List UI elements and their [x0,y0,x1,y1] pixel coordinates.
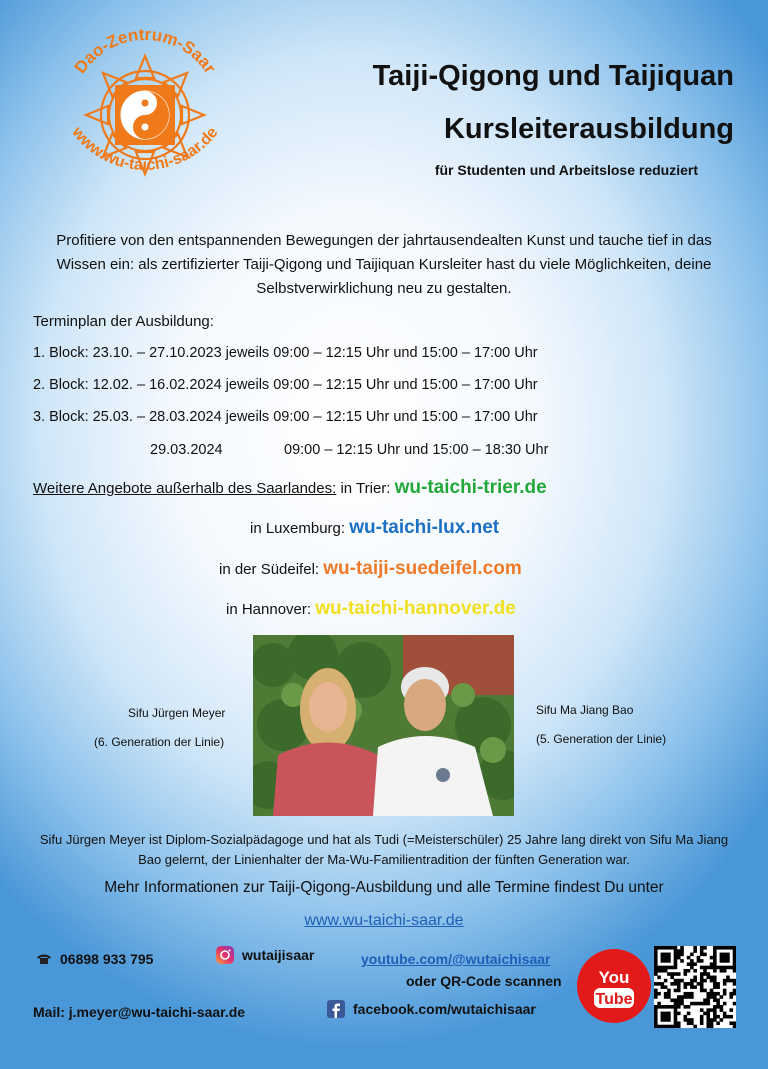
offer-trier-prefix: in Trier: [340,480,391,497]
instagram-handle[interactable]: wutaijisaar [242,947,315,964]
offer-lux-prefix: in Luxemburg: [250,520,346,537]
subtitle: für Studenten und Arbeitslose reduziert [434,162,698,178]
offer-lux-link[interactable]: wu-taichi-lux.net [349,517,500,538]
website-link[interactable]: www.wu-taichi-saar.de [304,912,464,929]
offer-trier-link[interactable]: wu-taichi-trier.de [394,477,547,498]
svg-text:Dao-Zentrum-Saar [71,25,220,77]
svg-text:You: You [598,968,630,987]
phone-icon [36,952,52,968]
title-line-2: Kursleiterausbildung [443,113,734,145]
offer-suedeifel [219,558,522,580]
instagram-icon[interactable] [216,946,234,967]
phone-contact [36,951,153,968]
teachers-photo [253,635,514,816]
caption-left-name: Sifu Jürgen Meyer [128,706,226,720]
logo-top-text: Dao-Zentrum-Saar [70,24,220,77]
website-link-row [0,912,768,930]
offers-heading: Weitere Angebote außerhalb des Saarlandes: [33,480,337,497]
offer-trier [33,477,547,499]
offer-suedeifel-prefix: in der Südeifel: [219,561,320,578]
svg-text:Tube: Tube [595,991,633,1008]
more-info-text: Mehr Informationen zur Taiji-Qigong-Ausbildung und alle Termine findest Du unter [104,879,664,896]
schedule-block-2: 2. Block: 12.02. – 16.02.2024 jeweils 09:00 – 12:15 Uhr und 15:00 – 17:00 Uhr [33,377,538,393]
offer-luxemburg [250,517,499,539]
youtube-logo-icon[interactable] [576,948,652,1024]
dao-zentrum-logo [50,18,240,208]
schedule-extra-date: 29.03.2024 [150,442,223,458]
facebook-icon[interactable] [327,1000,345,1021]
intro-paragraph: Profitiere von den entspannenden Bewegungen der jahrtausendealten Kunst und tauche tief in das Wissen ein: als zertifizierter Taiji-Qigong und Taijiquan Kursleiter hast du viele Möglichkeiten, deine Selbstverwirklichung neu zu gestalten. [56,232,712,297]
schedule-heading: Terminplan der Ausbildung: [33,313,214,330]
schedule-block-3: 3. Block: 25.03. – 28.03.2024 jeweils 09:00 – 12:15 Uhr und 15:00 – 17:00 Uhr [33,409,538,425]
caption-right-name: Sifu Ma Jiang Bao [536,703,634,717]
offer-suedeifel-link[interactable]: wu-taiji-suedeifel.com [323,558,522,579]
title-line-1: Taiji-Qigong und Taijiquan [372,60,734,92]
offer-hannover-prefix: in Hannover: [226,601,312,618]
caption-left-generation: (6. Generation der Linie) [94,735,225,749]
offer-hannover [226,598,516,620]
bio-paragraph: Sifu Jürgen Meyer ist Diplom-Sozialpädagoge und hat als Tudi (=Meisterschüler) 25 Jahre lang direkt von Sifu Ma Jiang Bao gelernt, der Linienhalter der Ma-Wu-Familientradition der fünften Generation war. [39,832,729,867]
email-contact[interactable]: Mail: j.meyer@wu-taichi-saar.de [33,1004,246,1020]
facebook-handle[interactable]: facebook.com/wutaichisaar [353,1001,536,1018]
logo-bottom-text: www.wu-taichi-saar.de [68,124,222,175]
youtube-link[interactable]: youtube.com/@wutaichisaar [361,951,551,967]
schedule-extra-time: 09:00 – 12:15 Uhr und 15:00 – 18:30 Uhr [284,442,549,458]
facebook-contact [327,1000,536,1021]
qr-code-hint: oder QR-Code scannen [406,973,562,989]
schedule-block-1: 1. Block: 23.10. – 27.10.2023 jeweils 09:00 – 12:15 Uhr und 15:00 – 17:00 Uhr [33,345,538,361]
qr-code-icon[interactable] [654,946,736,1028]
offer-hannover-link[interactable]: wu-taichi-hannover.de [315,598,516,619]
instagram-contact [216,946,314,967]
caption-right-generation: (5. Generation der Linie) [536,732,667,746]
phone-number[interactable]: 06898 933 795 [60,951,154,967]
